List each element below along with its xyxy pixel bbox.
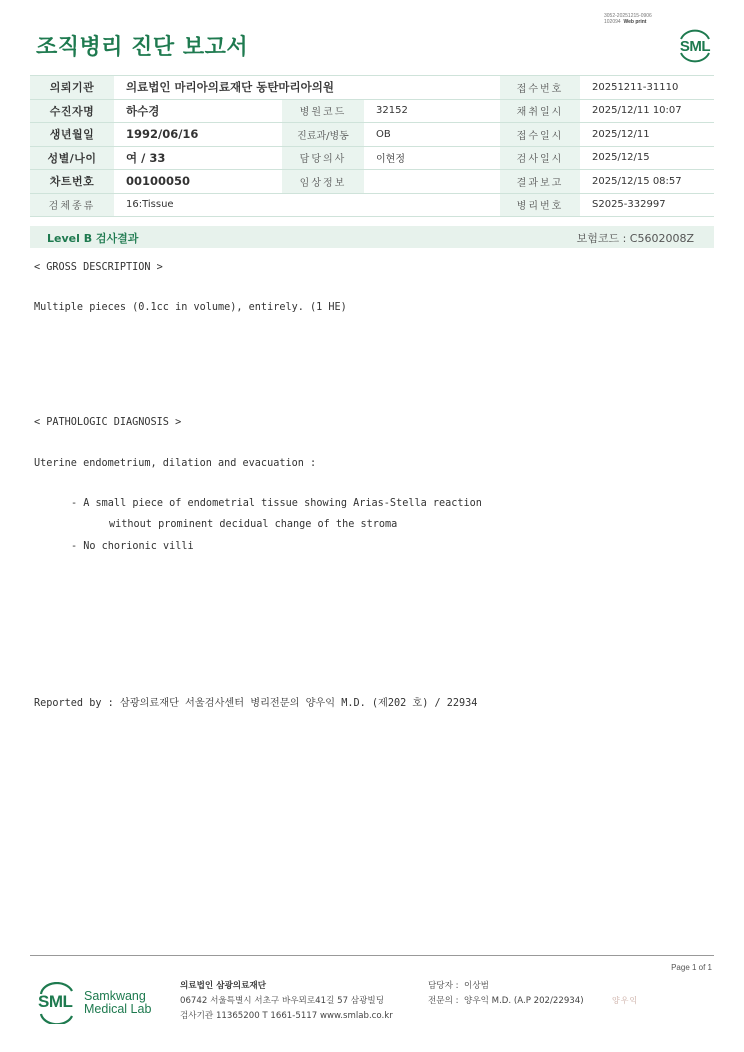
value-attending-physician: 이현정 xyxy=(364,146,500,170)
table-row xyxy=(30,123,714,147)
table-row xyxy=(30,146,714,170)
value-department: OB xyxy=(364,123,500,147)
label-birth-date: 생년월일 xyxy=(30,123,114,147)
samkwang-logo-text: SML xyxy=(38,992,73,1011)
label-attending-physician: 담당의사 xyxy=(282,146,364,170)
label-department: 진료과/병동 xyxy=(282,123,364,147)
print-meta-id: 102094 xyxy=(604,19,621,25)
print-meta-code: 3052-20251215-0906 xyxy=(604,13,652,19)
label-receipt-number: 접수번호 xyxy=(500,76,580,100)
organization-info xyxy=(180,979,393,1024)
value-specimen-type: 16:Tissue xyxy=(114,193,500,217)
value-receipt-date: 2025/12/11 xyxy=(580,123,714,147)
samkwang-brand-name xyxy=(84,990,151,1016)
label-sex-age: 성별/나이 xyxy=(30,146,114,170)
print-meta-line2 xyxy=(604,19,652,25)
diagnosis-intro: Uterine endometrium, dilation and evacuation : xyxy=(34,458,317,469)
label-hospital-code: 병원코드 xyxy=(282,99,364,123)
value-collection-datetime: 2025/12/11 10:07 xyxy=(580,99,714,123)
organization-name: 의료법인 삼광의료재단 xyxy=(180,981,267,991)
value-pathology-number: S2025-332997 xyxy=(580,193,714,217)
value-sex-age: 여 / 33 xyxy=(114,146,282,170)
reported-by: Reported by : 삼광의료재단 서울검사센터 병리전문의 양우익 M.D. (제202 호) / 22934 xyxy=(34,698,478,709)
pathologic-diagnosis-heading: < PATHOLOGIC DIAGNOSIS > xyxy=(34,417,182,428)
label-patient-name: 수진자명 xyxy=(30,99,114,123)
specialist-label: 전문의 : xyxy=(428,996,459,1006)
value-receipt-number: 20251211-31110 xyxy=(580,76,714,100)
manager-row xyxy=(428,979,584,994)
value-chart-number: 00100050 xyxy=(114,170,282,194)
gross-description-heading: < GROSS DESCRIPTION > xyxy=(34,262,163,273)
gross-description-text: Multiple pieces (0.1cc in volume), entirely. (1 HE) xyxy=(34,302,347,313)
label-collection-datetime: 채취일시 xyxy=(500,99,580,123)
value-referring-institution: 의료법인 마리아의료재단 동탄마리아의원 xyxy=(114,76,500,100)
table-row xyxy=(30,76,714,100)
sml-logo xyxy=(676,27,714,63)
manager-name: 이상범 xyxy=(464,981,489,991)
label-test-date: 검사일시 xyxy=(500,146,580,170)
specialist-signature: 양우익 xyxy=(612,996,639,1005)
label-clinical-info: 임상정보 xyxy=(282,170,364,194)
value-test-date: 2025/12/15 xyxy=(580,146,714,170)
insurance-code: 보험코드 : C5602008Z xyxy=(576,232,694,245)
label-specimen-type: 검체종류 xyxy=(30,193,114,217)
value-hospital-code: 32152 xyxy=(364,99,500,123)
result-level-label: Level B 검사결과 xyxy=(47,232,139,245)
value-clinical-info xyxy=(364,170,500,194)
diagnosis-item-1-continuation: without prominent decidual change of the stroma xyxy=(109,519,398,530)
report-title: 조직병리 진단 보고서 xyxy=(36,35,249,60)
specialist-name: 양우익 M.D. (A.P 202/22934) xyxy=(464,996,584,1006)
patient-info-table xyxy=(30,75,714,217)
organization-contact: 검사기관 11365200 T 1661-5117 www.smlab.co.kr xyxy=(180,1011,393,1021)
specialist-row xyxy=(428,994,584,1009)
diagnosis-item-2: - No chorionic villi xyxy=(71,541,194,552)
value-patient-name: 하수경 xyxy=(114,99,282,123)
manager-label: 담당자 : xyxy=(428,981,459,991)
label-receipt-date: 접수일시 xyxy=(500,123,580,147)
table-row xyxy=(30,193,714,217)
result-level-bar xyxy=(30,226,714,248)
table-row xyxy=(30,99,714,123)
value-birth-date: 1992/06/16 xyxy=(114,123,282,147)
brand-line-2: Medical Lab xyxy=(84,1002,152,1016)
label-result-report: 결과보고 xyxy=(500,170,580,194)
footer-divider xyxy=(30,955,714,956)
print-meta-label: Web print xyxy=(623,19,647,25)
value-result-report: 2025/12/15 08:57 xyxy=(580,170,714,194)
sml-logo-text: SML xyxy=(679,38,711,55)
samkwang-logo xyxy=(36,982,76,1024)
brand-line-1: Samkwang xyxy=(84,989,146,1003)
staff-info xyxy=(428,979,584,1009)
label-chart-number: 차트번호 xyxy=(30,170,114,194)
organization-address: 06742 서울특별시 서초구 바우뫼로41길 57 삼광빌딩 xyxy=(180,996,384,1006)
label-pathology-number: 병리번호 xyxy=(500,193,580,217)
label-referring-institution: 의뢰기관 xyxy=(30,76,114,100)
print-meta xyxy=(604,13,652,25)
diagnosis-item-1: - A small piece of endometrial tissue showing Arias-Stella reaction xyxy=(71,498,482,509)
table-row xyxy=(30,170,714,194)
page-number: Page 1 of 1 xyxy=(671,963,712,972)
